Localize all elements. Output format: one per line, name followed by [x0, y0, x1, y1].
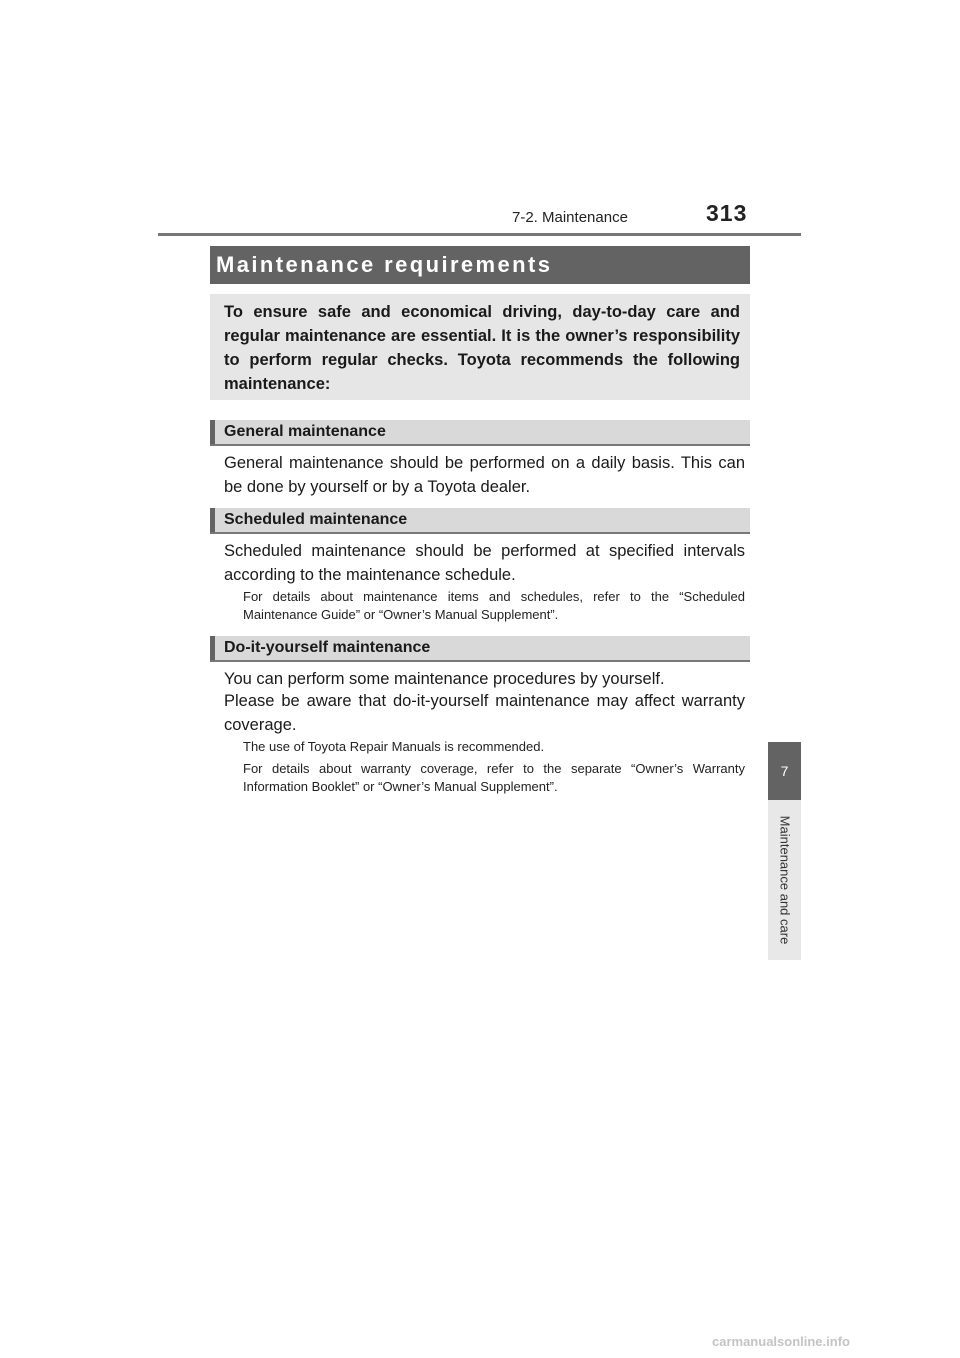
scheduled-maintenance-heading [210, 508, 750, 534]
page-title-bar [210, 246, 750, 284]
page-title: Maintenance requirements [216, 252, 553, 277]
chapter-tab-number: 7 [768, 742, 801, 800]
chapter-tab-label-text: Maintenance and care [777, 815, 792, 945]
diy-maintenance-note-2: For details about warranty coverage, refer to the separate “Owner’s Warranty Information Booklet” or “Owner’s Manual Supplement”. [243, 761, 745, 794]
header-divider [158, 233, 801, 236]
heading-accent-bar [210, 420, 215, 444]
general-maintenance-body: General maintenance should be performed on a daily basis. This can be done by yourself or by a Toyota dealer. [224, 454, 745, 496]
diy-maintenance-heading [210, 636, 750, 662]
intro-text: To ensure safe and economical driving, day-to-day care and regular maintenance are essential. It is the owner’s responsibility to perform regular checks. Toyota recommends the following maintenance: [224, 303, 740, 393]
general-maintenance-heading [210, 420, 750, 446]
general-maintenance-heading-text: General maintenance [224, 423, 386, 440]
diy-maintenance-note-1: The use of Toyota Repair Manuals is recommended. [243, 739, 545, 754]
heading-accent-bar [210, 508, 215, 532]
section-header: 7-2. Maintenance [512, 209, 628, 226]
intro-box [210, 294, 750, 400]
site-watermark: carmanualsonline.info [712, 1334, 850, 1349]
chapter-tab-label [768, 800, 801, 960]
diy-maintenance-body-line-1: You can perform some maintenance procedures by yourself. [224, 670, 665, 688]
scheduled-maintenance-note: For details about maintenance items and schedules, refer to the “Scheduled Maintenance Guide” or “Owner’s Manual Supplement”. [243, 589, 745, 622]
diy-maintenance-body-line-2: Please be aware that do-it-yourself maintenance may affect warranty coverage. [224, 692, 745, 734]
scheduled-maintenance-body: Scheduled maintenance should be performed at specified intervals according to the maintenance schedule. [224, 542, 745, 584]
scheduled-maintenance-heading-text: Scheduled maintenance [224, 511, 408, 528]
page-number: 313 [706, 200, 748, 226]
heading-accent-bar [210, 636, 215, 660]
diy-maintenance-heading-text: Do-it-yourself maintenance [224, 639, 431, 656]
